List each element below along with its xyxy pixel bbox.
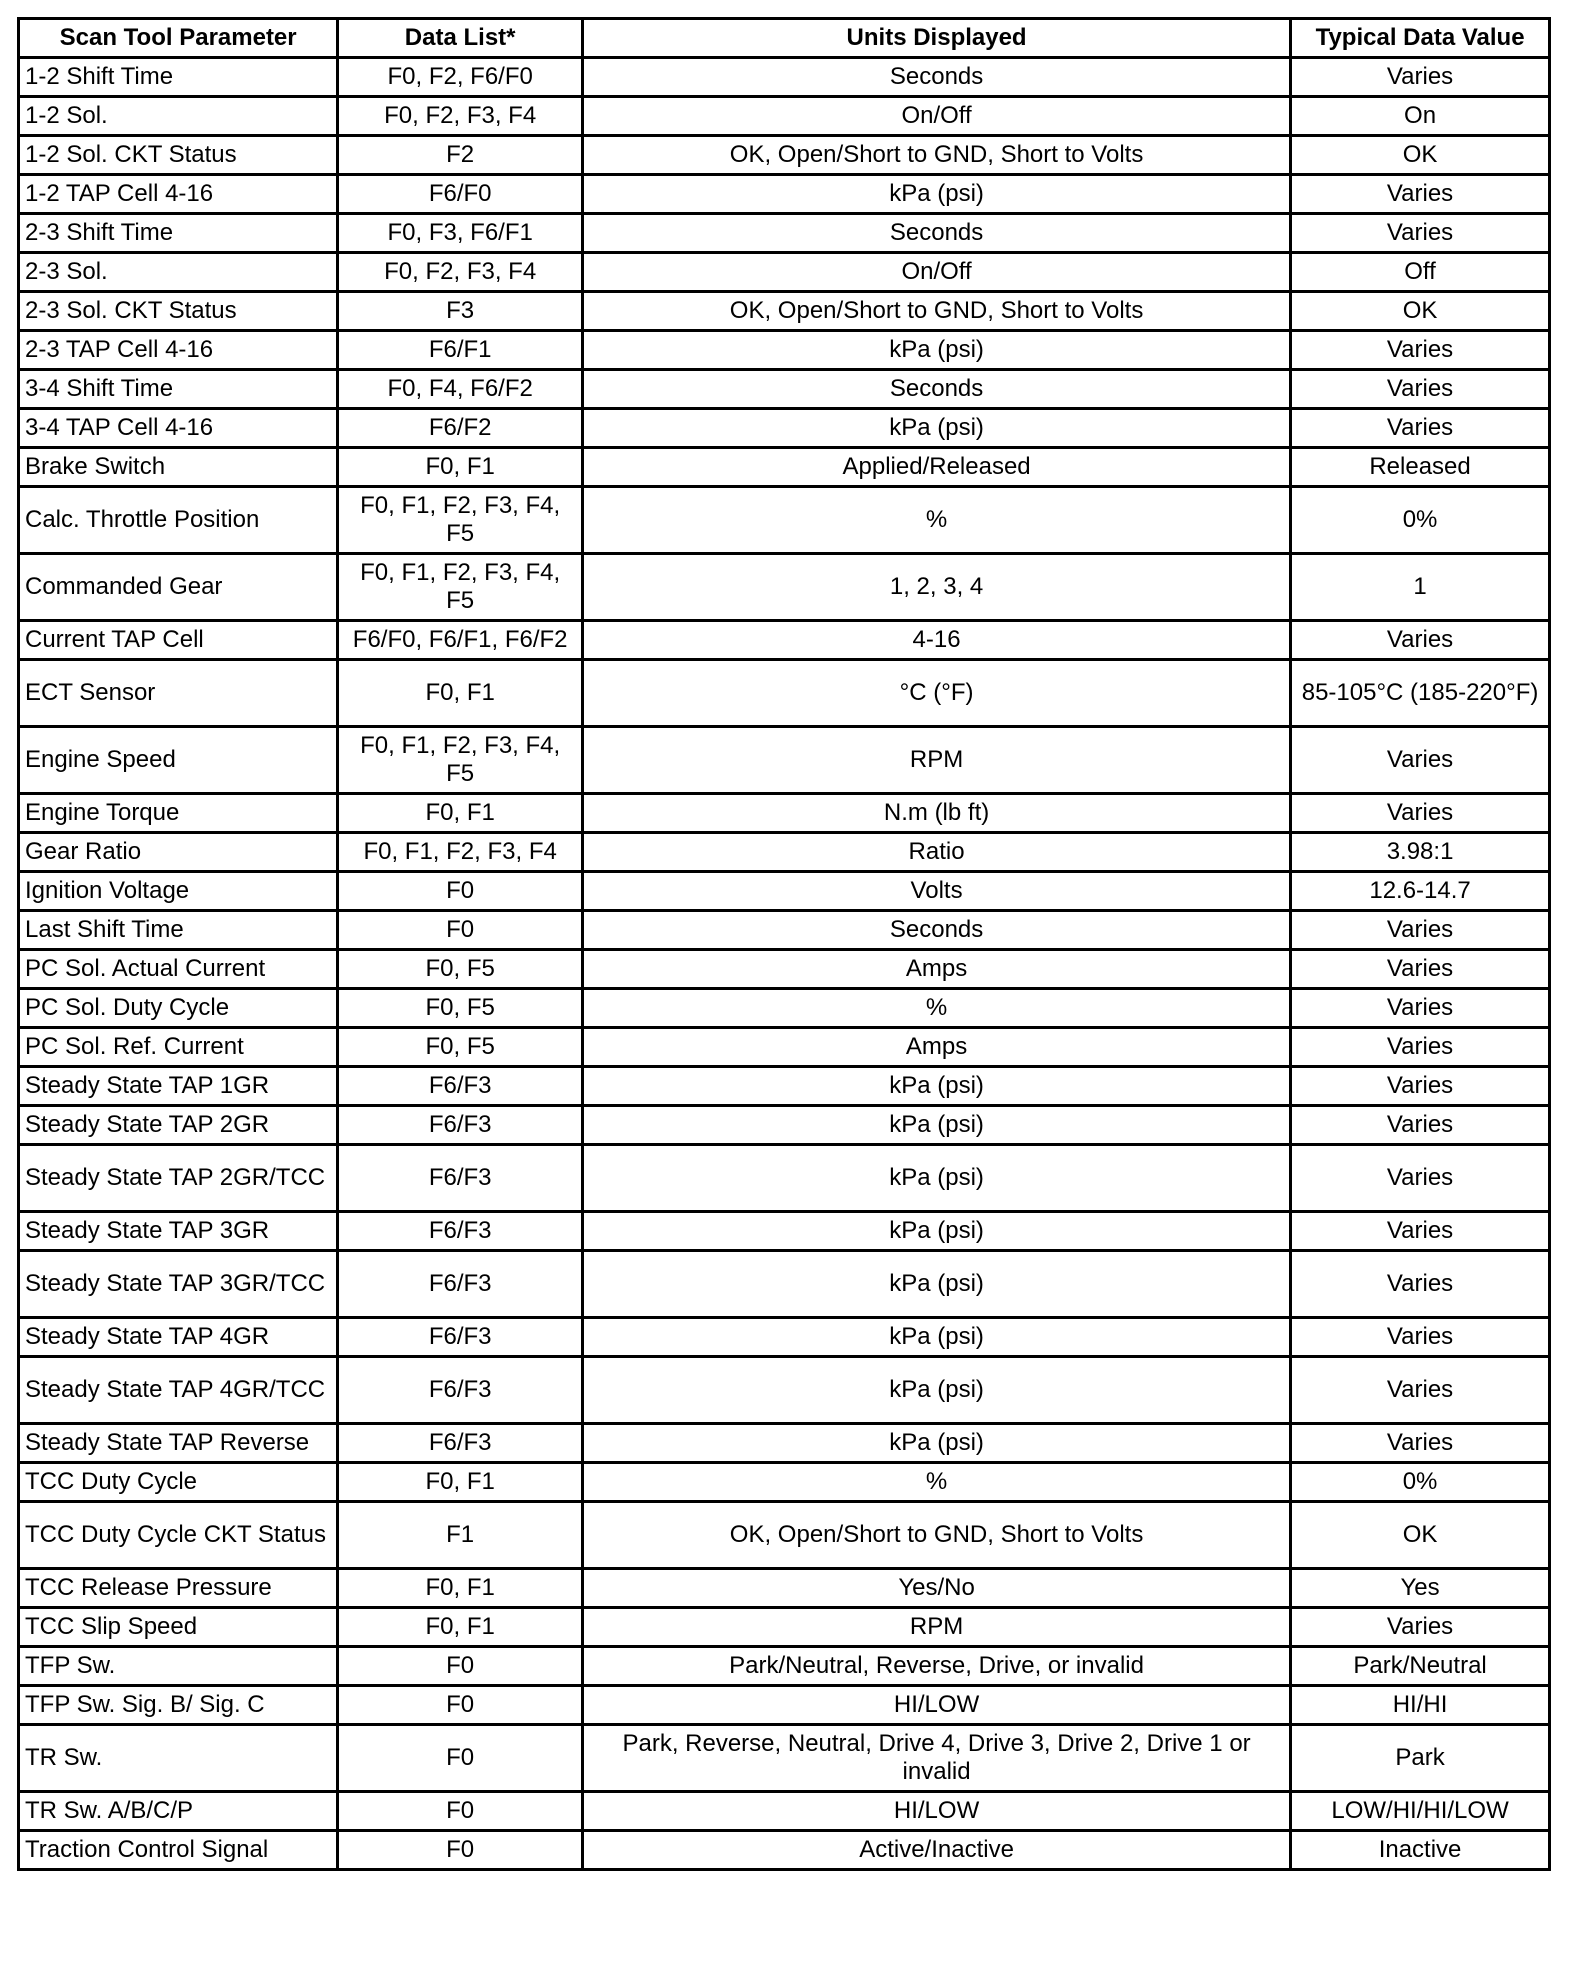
data-list-cell: F6/F0, F6/F1, F6/F2 bbox=[338, 621, 583, 660]
table-row bbox=[19, 621, 1550, 660]
units-cell: OK, Open/Short to GND, Short to Volts bbox=[583, 1502, 1291, 1569]
table-row bbox=[19, 1502, 1550, 1569]
data-list-cell: F0, F5 bbox=[338, 1028, 583, 1067]
parameter-cell: TCC Slip Speed bbox=[19, 1608, 338, 1647]
data-list-cell: F0, F1 bbox=[338, 1569, 583, 1608]
data-list-cell: F0, F1, F2, F3, F4, F5 bbox=[338, 487, 583, 554]
data-list-cell: F0, F2, F3, F4 bbox=[338, 253, 583, 292]
parameter-cell: Steady State TAP 1GR bbox=[19, 1067, 338, 1106]
table-row bbox=[19, 1725, 1550, 1792]
parameter-cell: 2-3 TAP Cell 4-16 bbox=[19, 331, 338, 370]
typical-value-cell: Varies bbox=[1291, 1212, 1550, 1251]
units-cell: kPa (psi) bbox=[583, 409, 1291, 448]
table-row bbox=[19, 1686, 1550, 1725]
typical-value-cell: Varies bbox=[1291, 175, 1550, 214]
parameter-cell: 2-3 Sol. bbox=[19, 253, 338, 292]
data-list-cell: F6/F1 bbox=[338, 331, 583, 370]
header-scan-tool-parameter: Scan Tool Parameter bbox=[19, 19, 338, 58]
units-cell: Park/Neutral, Reverse, Drive, or invalid bbox=[583, 1647, 1291, 1686]
typical-value-cell: Varies bbox=[1291, 1357, 1550, 1424]
parameter-cell: Traction Control Signal bbox=[19, 1831, 338, 1870]
table-row bbox=[19, 911, 1550, 950]
data-list-cell: F6/F3 bbox=[338, 1067, 583, 1106]
parameter-cell: TFP Sw. Sig. B/ Sig. C bbox=[19, 1686, 338, 1725]
typical-value-cell: Varies bbox=[1291, 1145, 1550, 1212]
table-row bbox=[19, 1357, 1550, 1424]
units-cell: Yes/No bbox=[583, 1569, 1291, 1608]
typical-value-cell: Varies bbox=[1291, 58, 1550, 97]
units-cell: HI/LOW bbox=[583, 1792, 1291, 1831]
typical-value-cell: 1 bbox=[1291, 554, 1550, 621]
units-cell: Seconds bbox=[583, 911, 1291, 950]
data-list-cell: F0 bbox=[338, 1792, 583, 1831]
typical-value-cell: HI/HI bbox=[1291, 1686, 1550, 1725]
data-list-cell: F0 bbox=[338, 911, 583, 950]
parameter-cell: Steady State TAP 3GR/TCC bbox=[19, 1251, 338, 1318]
table-row bbox=[19, 409, 1550, 448]
data-list-cell: F0, F1 bbox=[338, 660, 583, 727]
data-list-cell: F0, F1 bbox=[338, 1608, 583, 1647]
table-row bbox=[19, 1106, 1550, 1145]
table-row bbox=[19, 1318, 1550, 1357]
units-cell: kPa (psi) bbox=[583, 1318, 1291, 1357]
typical-value-cell: Varies bbox=[1291, 794, 1550, 833]
table-row bbox=[19, 1792, 1550, 1831]
parameter-cell: ECT Sensor bbox=[19, 660, 338, 727]
data-list-cell: F0 bbox=[338, 1831, 583, 1870]
data-list-cell: F0, F1, F2, F3, F4, F5 bbox=[338, 554, 583, 621]
typical-value-cell: OK bbox=[1291, 292, 1550, 331]
units-cell: RPM bbox=[583, 727, 1291, 794]
parameter-cell: 2-3 Sol. CKT Status bbox=[19, 292, 338, 331]
parameter-cell: Engine Torque bbox=[19, 794, 338, 833]
parameter-cell: TR Sw. bbox=[19, 1725, 338, 1792]
typical-value-cell: Varies bbox=[1291, 1067, 1550, 1106]
parameter-cell: Commanded Gear bbox=[19, 554, 338, 621]
typical-value-cell: Varies bbox=[1291, 1318, 1550, 1357]
typical-value-cell: Varies bbox=[1291, 1608, 1550, 1647]
data-list-cell: F2 bbox=[338, 136, 583, 175]
typical-value-cell: OK bbox=[1291, 136, 1550, 175]
table-row bbox=[19, 989, 1550, 1028]
table-row bbox=[19, 58, 1550, 97]
table-row bbox=[19, 1463, 1550, 1502]
parameter-cell: Calc. Throttle Position bbox=[19, 487, 338, 554]
typical-value-cell: Varies bbox=[1291, 621, 1550, 660]
units-cell: N.m (lb ft) bbox=[583, 794, 1291, 833]
units-cell: Ratio bbox=[583, 833, 1291, 872]
data-list-cell: F6/F3 bbox=[338, 1106, 583, 1145]
typical-value-cell: 12.6-14.7 bbox=[1291, 872, 1550, 911]
parameter-cell: 3-4 Shift Time bbox=[19, 370, 338, 409]
units-cell: Active/Inactive bbox=[583, 1831, 1291, 1870]
typical-value-cell: 0% bbox=[1291, 1463, 1550, 1502]
units-cell: 4-16 bbox=[583, 621, 1291, 660]
data-list-cell: F3 bbox=[338, 292, 583, 331]
data-list-cell: F6/F3 bbox=[338, 1357, 583, 1424]
scan-tool-data-table bbox=[17, 17, 1551, 1871]
parameter-cell: Brake Switch bbox=[19, 448, 338, 487]
units-cell: % bbox=[583, 487, 1291, 554]
data-list-cell: F6/F2 bbox=[338, 409, 583, 448]
typical-value-cell: Off bbox=[1291, 253, 1550, 292]
parameter-cell: Steady State TAP 3GR bbox=[19, 1212, 338, 1251]
table-row bbox=[19, 136, 1550, 175]
units-cell: °C (°F) bbox=[583, 660, 1291, 727]
data-list-cell: F6/F0 bbox=[338, 175, 583, 214]
typical-value-cell: Varies bbox=[1291, 214, 1550, 253]
table-row bbox=[19, 331, 1550, 370]
typical-value-cell: Varies bbox=[1291, 989, 1550, 1028]
units-cell: On/Off bbox=[583, 253, 1291, 292]
typical-value-cell: Park/Neutral bbox=[1291, 1647, 1550, 1686]
units-cell: Park, Reverse, Neutral, Drive 4, Drive 3, Drive 2, Drive 1 or invalid bbox=[583, 1725, 1291, 1792]
units-cell: OK, Open/Short to GND, Short to Volts bbox=[583, 292, 1291, 331]
units-cell: kPa (psi) bbox=[583, 175, 1291, 214]
units-cell: kPa (psi) bbox=[583, 1357, 1291, 1424]
data-list-cell: F6/F3 bbox=[338, 1424, 583, 1463]
typical-value-cell: 85-105°C (185-220°F) bbox=[1291, 660, 1550, 727]
parameter-cell: TCC Duty Cycle CKT Status bbox=[19, 1502, 338, 1569]
table-row bbox=[19, 1647, 1550, 1686]
data-list-cell: F0, F3, F6/F1 bbox=[338, 214, 583, 253]
typical-value-cell: Varies bbox=[1291, 1424, 1550, 1463]
parameter-cell: Steady State TAP Reverse bbox=[19, 1424, 338, 1463]
parameter-cell: 1-2 TAP Cell 4-16 bbox=[19, 175, 338, 214]
typical-value-cell: Varies bbox=[1291, 727, 1550, 794]
parameter-cell: PC Sol. Duty Cycle bbox=[19, 989, 338, 1028]
table-row bbox=[19, 292, 1550, 331]
table-body bbox=[19, 58, 1550, 1870]
data-list-cell: F0, F5 bbox=[338, 989, 583, 1028]
data-list-cell: F0 bbox=[338, 1686, 583, 1725]
table-row bbox=[19, 660, 1550, 727]
typical-value-cell: Varies bbox=[1291, 409, 1550, 448]
parameter-cell: Steady State TAP 2GR/TCC bbox=[19, 1145, 338, 1212]
data-list-cell: F0 bbox=[338, 1725, 583, 1792]
typical-value-cell: Varies bbox=[1291, 1028, 1550, 1067]
parameter-cell: PC Sol. Ref. Current bbox=[19, 1028, 338, 1067]
data-list-cell: F0, F1, F2, F3, F4, F5 bbox=[338, 727, 583, 794]
parameter-cell: TCC Duty Cycle bbox=[19, 1463, 338, 1502]
table-row bbox=[19, 448, 1550, 487]
header-units-displayed: Units Displayed bbox=[583, 19, 1291, 58]
data-list-cell: F0 bbox=[338, 1647, 583, 1686]
units-cell: kPa (psi) bbox=[583, 1212, 1291, 1251]
parameter-cell: 3-4 TAP Cell 4-16 bbox=[19, 409, 338, 448]
typical-value-cell: Varies bbox=[1291, 370, 1550, 409]
data-list-cell: F6/F3 bbox=[338, 1212, 583, 1251]
table-row bbox=[19, 1067, 1550, 1106]
typical-value-cell: Park bbox=[1291, 1725, 1550, 1792]
table-row bbox=[19, 487, 1550, 554]
units-cell: On/Off bbox=[583, 97, 1291, 136]
data-list-cell: F0, F2, F3, F4 bbox=[338, 97, 583, 136]
parameter-cell: 1-2 Shift Time bbox=[19, 58, 338, 97]
typical-value-cell: Varies bbox=[1291, 1251, 1550, 1318]
data-list-cell: F0, F1 bbox=[338, 448, 583, 487]
parameter-cell: PC Sol. Actual Current bbox=[19, 950, 338, 989]
data-list-cell: F6/F3 bbox=[338, 1251, 583, 1318]
units-cell: kPa (psi) bbox=[583, 1251, 1291, 1318]
data-list-cell: F6/F3 bbox=[338, 1145, 583, 1212]
typical-value-cell: Yes bbox=[1291, 1569, 1550, 1608]
table-row bbox=[19, 1424, 1550, 1463]
typical-value-cell: Varies bbox=[1291, 1106, 1550, 1145]
parameter-cell: TFP Sw. bbox=[19, 1647, 338, 1686]
units-cell: kPa (psi) bbox=[583, 331, 1291, 370]
typical-value-cell: 0% bbox=[1291, 487, 1550, 554]
units-cell: kPa (psi) bbox=[583, 1145, 1291, 1212]
typical-value-cell: Varies bbox=[1291, 331, 1550, 370]
units-cell: HI/LOW bbox=[583, 1686, 1291, 1725]
parameter-cell: 2-3 Shift Time bbox=[19, 214, 338, 253]
units-cell: kPa (psi) bbox=[583, 1424, 1291, 1463]
data-list-cell: F0, F1 bbox=[338, 1463, 583, 1502]
table-row bbox=[19, 1251, 1550, 1318]
units-cell: Seconds bbox=[583, 214, 1291, 253]
data-list-cell: F0, F1, F2, F3, F4 bbox=[338, 833, 583, 872]
data-list-cell: F0, F2, F6/F0 bbox=[338, 58, 583, 97]
typical-value-cell: OK bbox=[1291, 1502, 1550, 1569]
table-row bbox=[19, 950, 1550, 989]
data-list-cell: F0 bbox=[338, 872, 583, 911]
table-row bbox=[19, 1028, 1550, 1067]
typical-value-cell: Inactive bbox=[1291, 1831, 1550, 1870]
table-header-row bbox=[19, 19, 1550, 58]
parameter-cell: 1-2 Sol. bbox=[19, 97, 338, 136]
units-cell: Applied/Released bbox=[583, 448, 1291, 487]
units-cell: kPa (psi) bbox=[583, 1106, 1291, 1145]
table-row bbox=[19, 1569, 1550, 1608]
table-row bbox=[19, 1831, 1550, 1870]
table-row bbox=[19, 214, 1550, 253]
parameter-cell: Last Shift Time bbox=[19, 911, 338, 950]
table-row bbox=[19, 1212, 1550, 1251]
table-row bbox=[19, 1608, 1550, 1647]
typical-value-cell: On bbox=[1291, 97, 1550, 136]
table-row bbox=[19, 833, 1550, 872]
typical-value-cell: LOW/HI/HI/LOW bbox=[1291, 1792, 1550, 1831]
parameter-cell: Steady State TAP 4GR/TCC bbox=[19, 1357, 338, 1424]
units-cell: Amps bbox=[583, 1028, 1291, 1067]
table-row bbox=[19, 554, 1550, 621]
header-data-list: Data List* bbox=[338, 19, 583, 58]
table-row bbox=[19, 727, 1550, 794]
units-cell: OK, Open/Short to GND, Short to Volts bbox=[583, 136, 1291, 175]
typical-value-cell: Varies bbox=[1291, 950, 1550, 989]
parameter-cell: Steady State TAP 2GR bbox=[19, 1106, 338, 1145]
data-list-cell: F0, F1 bbox=[338, 794, 583, 833]
parameter-cell: Engine Speed bbox=[19, 727, 338, 794]
units-cell: Amps bbox=[583, 950, 1291, 989]
parameter-cell: TCC Release Pressure bbox=[19, 1569, 338, 1608]
units-cell: Seconds bbox=[583, 58, 1291, 97]
units-cell: kPa (psi) bbox=[583, 1067, 1291, 1106]
data-list-cell: F0, F5 bbox=[338, 950, 583, 989]
parameter-cell: 1-2 Sol. CKT Status bbox=[19, 136, 338, 175]
parameter-cell: Gear Ratio bbox=[19, 833, 338, 872]
typical-value-cell: 3.98:1 bbox=[1291, 833, 1550, 872]
parameter-cell: TR Sw. A/B/C/P bbox=[19, 1792, 338, 1831]
units-cell: Seconds bbox=[583, 370, 1291, 409]
parameter-cell: Ignition Voltage bbox=[19, 872, 338, 911]
header-typical-data-value: Typical Data Value bbox=[1291, 19, 1550, 58]
parameter-cell: Steady State TAP 4GR bbox=[19, 1318, 338, 1357]
data-list-cell: F6/F3 bbox=[338, 1318, 583, 1357]
units-cell: % bbox=[583, 1463, 1291, 1502]
data-list-cell: F0, F4, F6/F2 bbox=[338, 370, 583, 409]
table-row bbox=[19, 175, 1550, 214]
parameter-cell: Current TAP Cell bbox=[19, 621, 338, 660]
table-row bbox=[19, 370, 1550, 409]
table-row bbox=[19, 872, 1550, 911]
table-row bbox=[19, 794, 1550, 833]
units-cell: 1, 2, 3, 4 bbox=[583, 554, 1291, 621]
table-row bbox=[19, 253, 1550, 292]
typical-value-cell: Varies bbox=[1291, 911, 1550, 950]
units-cell: RPM bbox=[583, 1608, 1291, 1647]
typical-value-cell: Released bbox=[1291, 448, 1550, 487]
units-cell: % bbox=[583, 989, 1291, 1028]
table-row bbox=[19, 97, 1550, 136]
table-row bbox=[19, 1145, 1550, 1212]
units-cell: Volts bbox=[583, 872, 1291, 911]
data-list-cell: F1 bbox=[338, 1502, 583, 1569]
